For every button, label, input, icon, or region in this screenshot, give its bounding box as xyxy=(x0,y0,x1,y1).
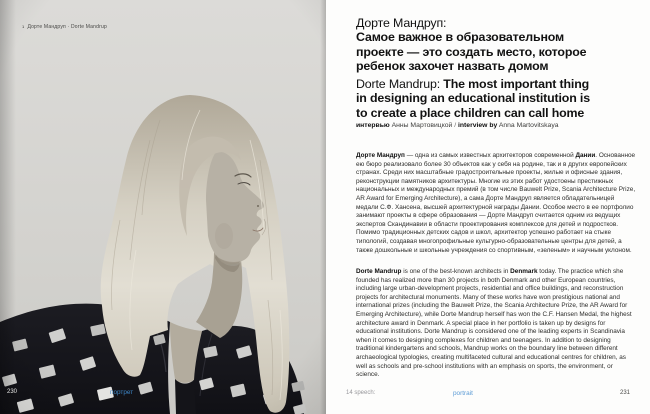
title-ru-intro: Дорте Мандруп: xyxy=(356,16,447,30)
paragraph-lead-ru: Дорте Мандруп xyxy=(356,152,405,159)
title-en xyxy=(356,77,638,120)
title-en-line3: to create a place children can call home xyxy=(356,105,585,120)
byline-separator: / xyxy=(454,122,457,129)
page-number-left: 230 xyxy=(7,389,18,395)
intro-paragraph-en xyxy=(356,268,638,380)
right-page xyxy=(326,0,650,414)
footer-issue-label: 14 speech: xyxy=(346,390,376,396)
paragraph-rest-en: today. The practice which she founded has realized more than 30 projects in both Denmark and other European countries, including large urban-development projects, residential and office buildings, and reconstruction projects for architectural monuments. Many of these works have won prestigious national and international prizes (including the Bauwelt Prize, the Scania Architecture Prize, the AR Award for Emerging Architecture), while Dorte Mandrup herself has won the C.F. Hansen Medal, the highest architecture award in Denmark. A special place in her portfolio is taken up by designs for educational institutions. Dorte Mandrup is considered one of the leading experts in Scandinavia when it comes to designing complexes for children and teenagers. In addition to designing traditional kindergartens and schools, Mandrup works on the boundary line between different archaeological typologies, creating multifaceted cultural and educational centres for children, as well as schools and pre-school institutions with an emphasis on sports, the environment, or science. xyxy=(356,268,632,379)
paragraph-rest-ru: . Основанное ею бюро реализовало более 30 объектов как у себя на родине, так и в других европейских странах. Среди них масштабные градостроительные проекты, жилые и офисные здания, реконструкции памятников архитектуры. Многие из этих работ удостоены престижных национальных и международных премий (в том числе Bauwelt Prize, Scania Architecture Prize, AR Award for Emerging Architecture), а сама Дорте Мандруп является обладательницей медали С.Ф. Хансена, высшей архитектурной награды Дании. Особое место в ее портфолио занимают проекты в сфере образования — Дорте Мандруп считается одним из ведущих экспертов Скандинавии в области проектирования комплексов для детей и подростков. Помимо традиционных детских садов и школ, архитектор успешно работает на стыке типологий, создавая многопрофильные культурно-образовательные центры для детей, а также дошкольные и школьные учреждения со спортивным, «зеленым» и научным уклоном. xyxy=(356,152,636,254)
title-ru-line1: Самое важное в образовательном xyxy=(356,30,565,45)
paragraph-lead2-en: Denmark xyxy=(510,268,538,275)
title-en-intro: Dorte Mandrup: xyxy=(356,77,444,92)
section-label-en: portrait xyxy=(453,390,473,397)
byline xyxy=(356,122,638,129)
byline-label-en: interview by xyxy=(458,122,498,129)
paragraph-lead2-ru: Дании xyxy=(575,152,596,159)
title-en-line1: The most important thing xyxy=(443,77,590,92)
byline-name-en: Anna Martovitskaya xyxy=(498,122,559,129)
byline-label-ru: интервью xyxy=(356,122,390,129)
title-ru-line2: проекте — это создать место, которое xyxy=(356,44,587,59)
intro-paragraph-ru xyxy=(356,152,638,255)
paragraph-text-ru: — одна из самых известных архитекторов современной xyxy=(404,152,576,159)
running-head xyxy=(22,24,107,30)
article-title xyxy=(356,16,638,120)
paragraph-text-en: is one of the best-known architects in xyxy=(401,268,511,275)
section-label-ru: портрет xyxy=(110,389,134,396)
byline-name-ru: Анны Мартовицкой xyxy=(391,122,453,129)
page-number-right: 231 xyxy=(620,390,631,396)
note-marker: 1 xyxy=(22,24,25,29)
paragraph-lead-en: Dorte Mandrup xyxy=(356,268,402,275)
title-ru-line3: ребенок захочет назвать домом xyxy=(356,58,549,73)
running-head-text: Дорте Мандруп · Dorte Mandrup xyxy=(27,24,107,30)
title-en-line2: in designing an educational institution is xyxy=(356,91,590,106)
